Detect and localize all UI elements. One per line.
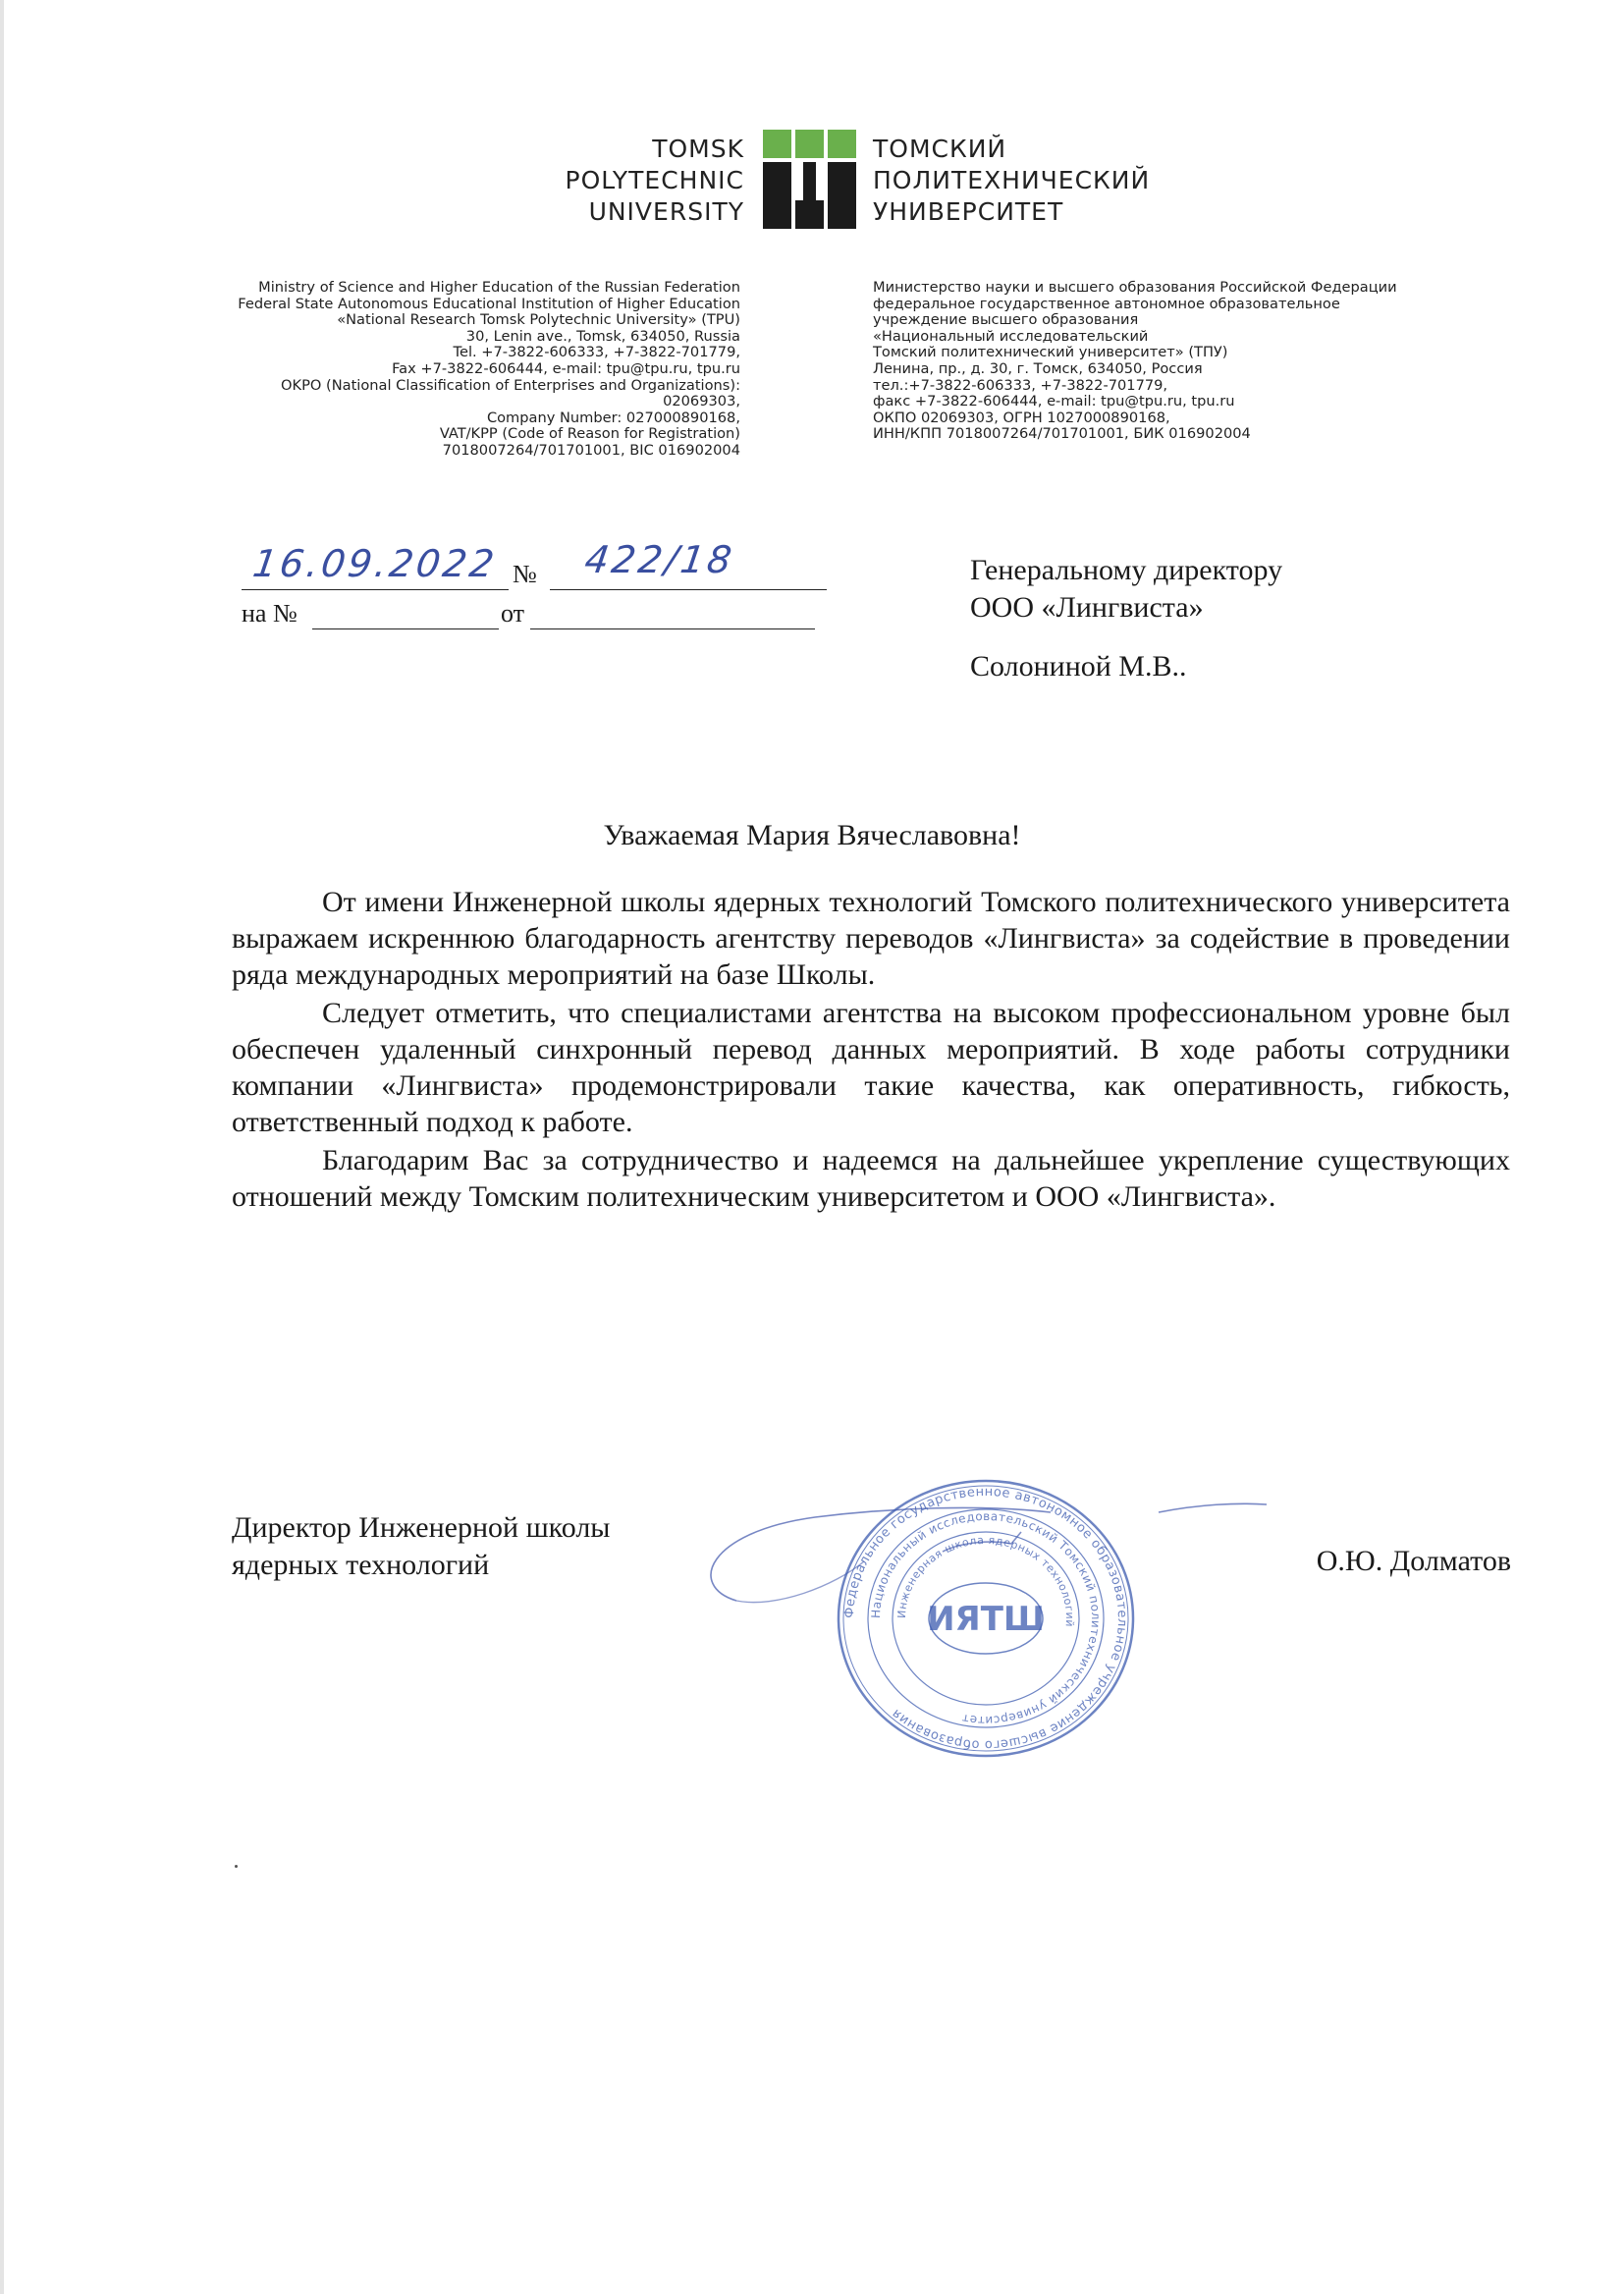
university-name-ru-line: ТОМСКИЙ: [873, 135, 1007, 163]
signatory-position-line: Директор Инженерной школы: [232, 1511, 611, 1544]
requisites-en-line: Federal State Autonomous Educational Institution of Higher Education: [238, 295, 740, 312]
requisites-en-line: 7018007264/701701001, BIC 016902004: [442, 441, 740, 459]
university-name-en-line: POLYTECHNIC: [565, 166, 744, 194]
seal-innermost-ring: Инженерная школа ядерных технологий: [894, 1533, 1077, 1628]
seal-outer-ring: Федеральное государственное автономное образовательное учреждение высшего образования: [841, 1484, 1130, 1753]
requisites-ru-line: «Национальный исследовательский: [873, 327, 1149, 345]
requisites-ru-line: тел.:+7-3822-606333, +7-3822-701779,: [873, 376, 1168, 394]
seal-inner-ring: Национальный исследовательский Томский политехнический университет: [868, 1508, 1104, 1728]
date-underline: [242, 589, 509, 590]
signatory-position-line: ядерных технологий: [232, 1549, 490, 1581]
scan-page-edge: [0, 0, 4, 2294]
university-name-ru-line: ПОЛИТЕХНИЧЕСКИЙ: [873, 166, 1151, 194]
requisites-en-line: VAT/KPP (Code of Reason for Registration): [439, 425, 740, 443]
requisites-en-line: Ministry of Science and Higher Education of the Russian Federation: [258, 279, 740, 296]
requisites-ru: [873, 280, 1482, 443]
salutation: Уважаемая Мария Вячеславовна!: [603, 819, 1021, 851]
requisites-en-line: 02069303,: [663, 393, 740, 410]
requisites-en-line: Company Number: 027000890168,: [486, 409, 740, 426]
university-name-en-line: UNIVERSITY: [588, 197, 744, 226]
requisites-en-line: «National Research Tomsk Polytechnic University» (TPU): [337, 311, 740, 329]
official-seal: [829, 1471, 1143, 1766]
letter-body: [232, 884, 1510, 1217]
body-paragraph: От имени Инженерной школы ядерных технологий Томского политехнического университета выражаем искреннюю благодарность агентству переводов «Лингвиста» за содействие в проведении ряда международных мероприятий на базе Школы.: [232, 886, 1510, 991]
requisites-en: [132, 280, 740, 460]
requisites-ru-line: Министерство науки и высшего образования Российской Федерации: [873, 279, 1397, 296]
requisites-en-line: 30, Lenin ave., Tomsk, 634050, Russia: [465, 327, 740, 345]
seal-center-text: ИЯТШ: [927, 1600, 1045, 1639]
body-paragraph: Благодарим Вас за сотрудничество и надеемся на дальнейшее укрепление существующих отношений между Томским политехническим университетом и ООО «Лингвиста».: [232, 1144, 1510, 1213]
requisites-en-line: Fax +7-3822-606444, e-mail: tpu@tpu.ru, tpu.ru: [392, 359, 740, 377]
body-paragraph: Следует отметить, что специалистами агентства на высоком профессиональном уровне был обеспечен удаленный синхронный перевод данных мероприятий. В ходе работы сотрудники компании «Лингвиста» продемонстрировали такие качества, как оперативность, гибкость, ответственный подход к работе.: [232, 997, 1510, 1138]
university-name-en-line: TOMSK: [652, 135, 744, 163]
ref-date-underline: [530, 628, 815, 629]
addressee-company: ООО «Лингвиста»: [970, 591, 1204, 624]
university-name-en: [566, 134, 744, 228]
addressee-block: [970, 552, 1282, 685]
requisites-ru-line: Ленина, пр., д. 30, г. Томск, 634050, Россия: [873, 359, 1203, 377]
number-underline: [550, 589, 827, 590]
addressee-position: Генеральному директору: [970, 554, 1283, 586]
requisites-ru-line: федеральное государственное автономное образовательное: [873, 295, 1340, 312]
ref-number-underline: [312, 628, 499, 629]
requisites-ru-line: учреждение высшего образования: [873, 311, 1139, 329]
requisites-en-line: OKPO (National Classification of Enterprises and Organizations):: [281, 376, 740, 394]
requisites-ru-line: ОКПО 02069303, ОГРН 1027000890168,: [873, 409, 1170, 426]
ref-number-label: на №: [242, 599, 298, 628]
requisites-ru-line: факс +7-3822-606444, e-mail: tpu@tpu.ru, tpu.ru: [873, 393, 1235, 410]
scan-dot: [235, 1865, 238, 1868]
requisites-en-line: Tel. +7-3822-606333, +7-3822-701779,: [453, 344, 740, 361]
university-name-ru: [873, 134, 1150, 228]
addressee-name: Солониной М.В..: [970, 650, 1187, 683]
ref-date-label: от: [501, 599, 525, 628]
handwritten-date: 16.09.2022: [249, 542, 500, 585]
number-sign-label: №: [513, 560, 537, 588]
requisites-ru-line: Томский политехнический университет» (ТПУ): [873, 344, 1228, 361]
tpu-logo-icon: [763, 130, 856, 229]
university-name-ru-line: УНИВЕРСИТЕТ: [873, 197, 1064, 226]
signatory-position: [232, 1509, 610, 1584]
handwritten-number: 422/18: [581, 538, 737, 581]
signatory-name: О.Ю. Долматов: [1316, 1545, 1511, 1577]
requisites-ru-line: ИНН/КПП 7018007264/701701001, БИК 016902004: [873, 425, 1251, 443]
